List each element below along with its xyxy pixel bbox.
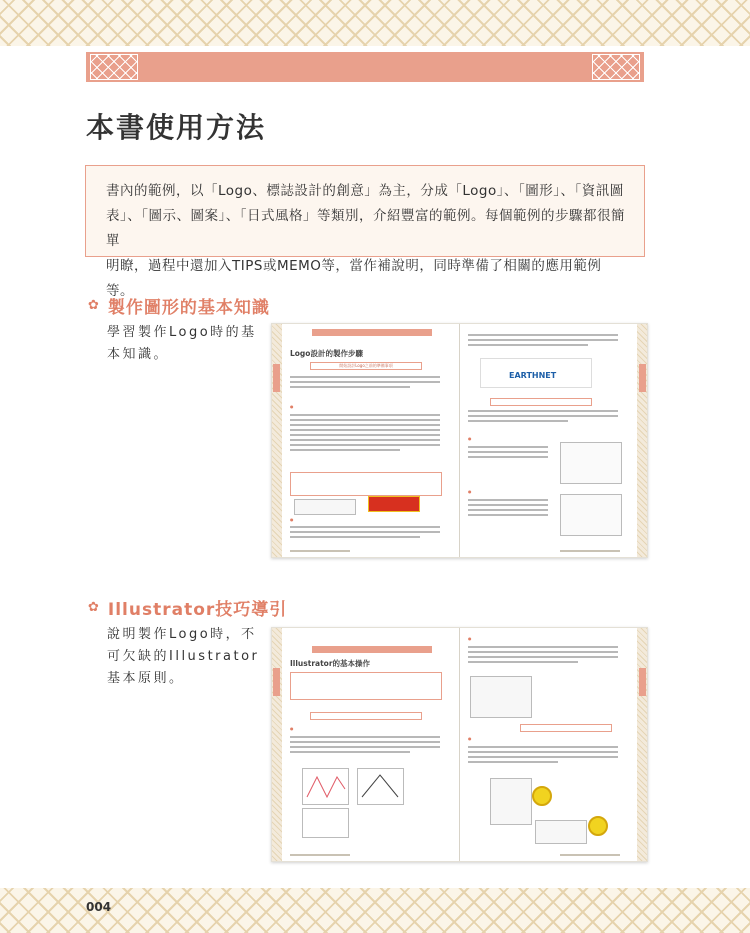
side-strip xyxy=(637,324,647,557)
text-line xyxy=(290,526,440,528)
side-tab xyxy=(273,668,280,696)
section-heading-text: Illustrator技巧導引 xyxy=(107,600,288,620)
footer-line xyxy=(290,854,350,856)
text-line xyxy=(468,344,588,346)
text-line xyxy=(468,761,558,763)
page-number: 004 xyxy=(86,900,112,914)
text-line xyxy=(290,449,400,451)
swatch-panel xyxy=(535,820,587,844)
side-tab xyxy=(639,668,646,696)
text-line xyxy=(290,751,410,753)
icon-sketch xyxy=(560,442,622,484)
text-line xyxy=(290,376,440,378)
flower-icon: ✿ xyxy=(88,600,100,615)
text-line xyxy=(290,736,440,738)
earthnet-logo-text: EARTHNET xyxy=(509,371,557,380)
side-strip xyxy=(637,628,647,861)
text-line xyxy=(468,415,618,417)
flower-icon: ✿ xyxy=(88,298,100,313)
section-description: 說明製作Logo時，不可欠缺的Illustrator基本原則。 xyxy=(107,627,260,686)
text-line xyxy=(468,514,548,516)
text-line xyxy=(468,446,548,448)
mini-heading: ● xyxy=(468,436,472,441)
chapter-bar xyxy=(312,646,432,653)
spread-page-subtitle: 開始設計Logo之前的準備事項 xyxy=(310,362,422,370)
text-line xyxy=(468,410,618,412)
text-line xyxy=(290,439,440,441)
text-line xyxy=(468,339,618,341)
logo-sample xyxy=(294,499,356,515)
chapter-bar xyxy=(312,329,432,336)
footer-line xyxy=(560,550,620,552)
mini-heading: ● xyxy=(468,636,472,641)
text-line xyxy=(468,420,568,422)
text-line xyxy=(468,746,618,748)
example-box xyxy=(290,472,442,496)
text-line xyxy=(468,509,548,511)
spread-left-page xyxy=(272,324,460,557)
text-line xyxy=(468,456,548,458)
header-banner xyxy=(86,52,644,82)
text-line xyxy=(468,656,618,658)
logo-sample xyxy=(368,496,420,512)
logo-diagram xyxy=(480,358,592,388)
footer-line xyxy=(560,854,620,856)
section-heading-text: 製作圖形的基本知識 xyxy=(107,298,270,318)
text-line xyxy=(290,444,440,446)
spread-page-subtitle xyxy=(490,398,592,406)
text-line xyxy=(468,661,578,663)
side-strip xyxy=(272,628,282,861)
book-spread-preview xyxy=(271,627,648,862)
intro-note-box xyxy=(290,672,442,700)
intro-line: 書內的範例，以「Logo、標誌設計的創意」為主，分成「Logo」、「圖形」、「資訊圖 xyxy=(106,183,624,199)
yellow-circle-sample xyxy=(532,786,552,806)
spread-right-page xyxy=(460,324,647,557)
text-line xyxy=(468,451,548,453)
text-line xyxy=(290,531,440,533)
bottom-decorative-band xyxy=(0,888,750,933)
mini-heading: ● xyxy=(468,489,472,494)
mini-heading: ● xyxy=(290,517,294,522)
side-tab xyxy=(273,364,280,392)
text-line xyxy=(468,504,548,506)
swatch-panel xyxy=(490,778,532,825)
banner-pattern-right xyxy=(592,54,640,80)
text-line xyxy=(468,646,618,648)
spread-page-subtitle xyxy=(520,724,612,732)
text-line xyxy=(290,381,440,383)
text-line xyxy=(290,386,410,388)
mini-heading: ● xyxy=(468,736,472,741)
spread-page-subtitle xyxy=(310,712,422,720)
text-line xyxy=(468,756,618,758)
section-heading xyxy=(86,595,287,620)
page-title: 本書使用方法 xyxy=(86,111,267,144)
intro-line: 表」、「圖示、圖案」、「日式風格」等類別，介紹豐富的範例。每個範例的步驟都很簡單 xyxy=(106,208,625,249)
top-decorative-band xyxy=(0,0,750,46)
mini-heading: ● xyxy=(290,404,294,409)
yellow-circle-sample xyxy=(588,816,608,836)
book-spread-preview xyxy=(271,323,648,558)
dialog-screenshot xyxy=(470,676,532,718)
text-line xyxy=(290,434,440,436)
text-line xyxy=(290,419,440,421)
line-path-icon xyxy=(358,769,403,804)
text-line xyxy=(468,651,618,653)
text-line xyxy=(468,499,548,501)
path-sample xyxy=(302,808,349,838)
text-line xyxy=(290,746,440,748)
side-tab xyxy=(639,364,646,392)
text-line xyxy=(468,334,618,336)
text-line xyxy=(290,741,440,743)
spread-page-title: Illustrator的基本操作 xyxy=(290,659,371,668)
text-line xyxy=(290,424,440,426)
footer-line xyxy=(290,550,350,552)
section-description: 學習製作Logo時的基本知識。 xyxy=(107,325,257,362)
text-line xyxy=(290,414,440,416)
spread-right-page xyxy=(460,628,647,861)
text-line xyxy=(468,751,618,753)
path-sample xyxy=(302,768,349,805)
banner-pattern-left xyxy=(90,54,138,80)
path-sample xyxy=(357,768,404,805)
text-line xyxy=(290,429,440,431)
icon-sketch xyxy=(560,494,622,536)
spread-left-page xyxy=(272,628,460,861)
intro-line: 明瞭，過程中還加入TIPS或MEMO等，當作補說明，同時準備了相關的應用範例等。 xyxy=(106,258,602,299)
side-strip xyxy=(272,324,282,557)
text-line xyxy=(290,536,420,538)
section-heading xyxy=(86,293,270,318)
intro-box xyxy=(85,165,645,299)
spread-page-title: Logo設計的製作步驟 xyxy=(290,349,363,358)
mini-heading: ● xyxy=(290,726,294,731)
zigzag-path-icon xyxy=(303,769,348,804)
